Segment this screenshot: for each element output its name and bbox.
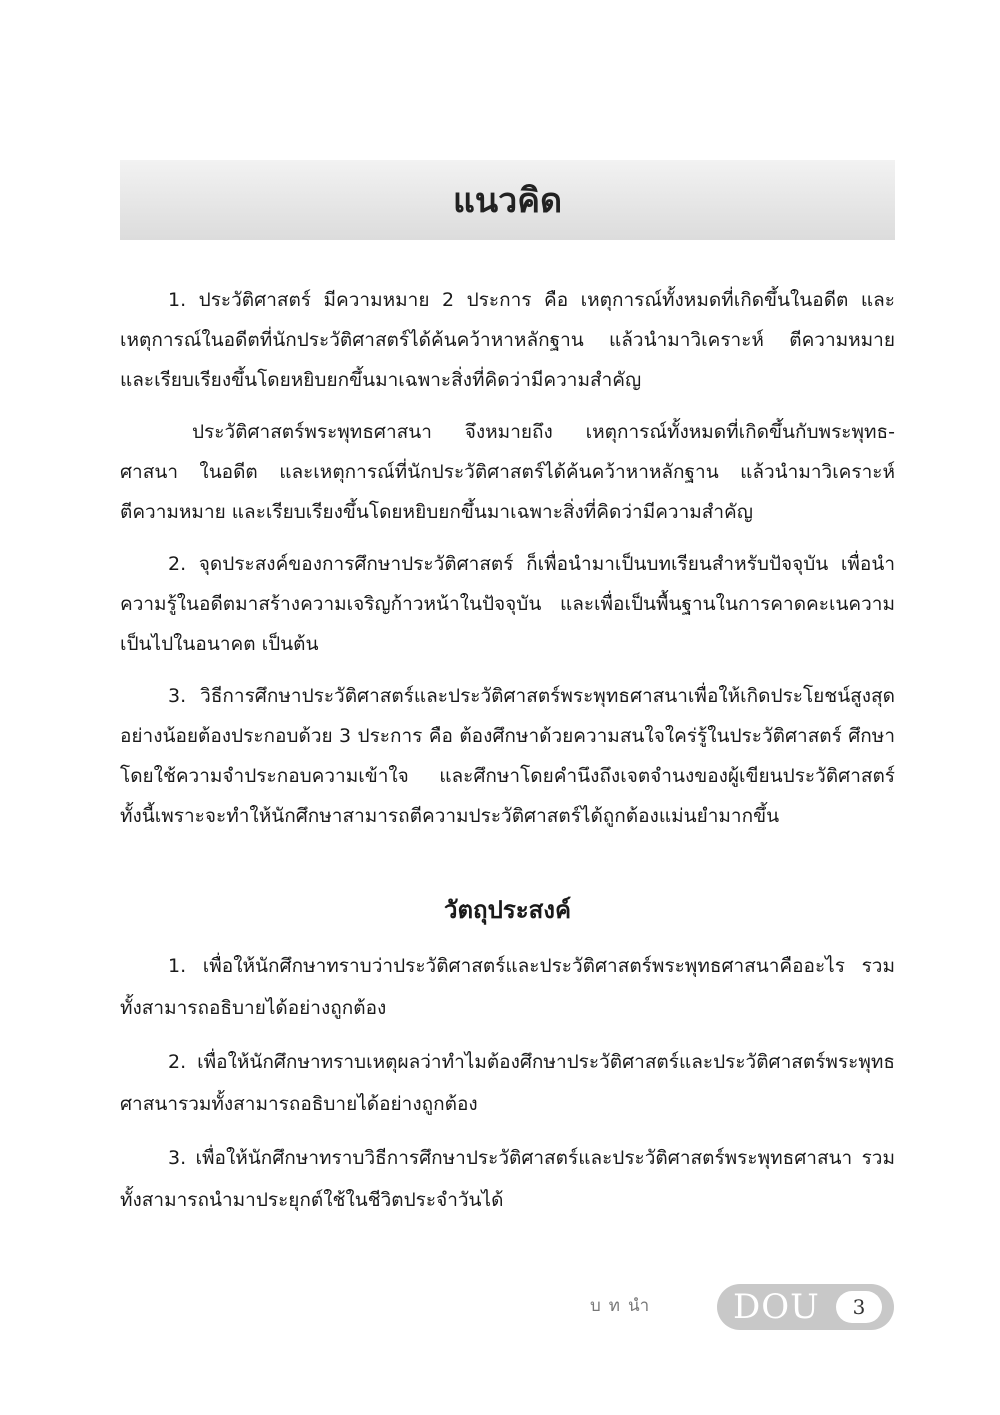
brand-logo: DOU	[733, 1287, 820, 1327]
objective-item: 2. เพื่อให้นักศึกษาทราบเหตุผลว่าทำไมต้องศึกษาประวัติศาสตร์และประวัติศาสตร์พระพุทธศาสนารวมทั้งสามารถอธิบายได้อย่างถูกต้อง	[120, 1051, 895, 1115]
page-badge	[717, 1284, 894, 1330]
concept-paragraph: 1. ประวัติศาสตร์ มีความหมาย 2 ประการ คือ เหตุการณ์ทั้งหมดที่เกิดขึ้นในอดีต และเหตุการณ์ในอดีตที่นักประวัติศาสตร์ได้ค้นคว้าหาหลักฐาน แล้วนำมาวิเคราะห์ ตีความหมาย และเรียบเรียงขึ้นโดยหยิบยกขึ้นมาเฉพาะสิ่งที่คิดว่ามีความสำคัญ	[120, 289, 895, 391]
objective-item: 3. เพื่อให้นักศึกษาทราบวิธีการศึกษาประวัติศาสตร์และประวัติศาสตร์พระพุทธศาสนา รวมทั้งสามารถนำมาประยุกต์ใช้ในชีวิตประจำวันได้	[120, 1147, 895, 1211]
concepts-section	[120, 280, 895, 848]
concept-paragraph: ประวัติศาสตร์พระพุทธศาสนา จึงหมายถึง เหตุการณ์ทั้งหมดที่เกิดขึ้นกับพระพุทธ-ศาสนา ในอดีต และเหตุการณ์ที่นักประวัติศาสตร์ได้ค้นคว้าหาหลักฐาน แล้วนำมาวิเคราะห์ ตีความหมาย และเรียบเรียงขึ้นโดยหยิบยกขึ้นมาเฉพาะสิ่งที่คิดว่ามีความสำคัญ	[120, 421, 895, 523]
objectives-heading: วัตถุประสงค์	[443, 896, 572, 924]
concept-paragraph: 3. วิธีการศึกษาประวัติศาสตร์และประวัติศาสตร์พระพุทธศาสนาเพื่อให้เกิดประโยชน์สูงสุด อย่างน้อยต้องประกอบด้วย 3 ประการ คือ ต้องศึกษาด้วยความสนใจใคร่รู้ในประวัติศาสตร์ ศึกษาโดยใช้ความจำประกอบความเข้าใจ และศึกษาโดยคำนึงถึงเจตจำนงของผู้เขียนประวัติศาสตร์ ทั้งนี้เพราะจะทำให้นักศึกษาสามารถตีความประวัติศาสตร์ได้ถูกต้องแม่นยำมากขึ้น	[120, 685, 895, 827]
header-banner	[120, 160, 895, 240]
objective-item: 1. เพื่อให้นักศึกษาทราบว่าประวัติศาสตร์และประวัติศาสตร์พระพุทธศาสนาคืออะไร รวมทั้งสามารถอธิบายได้อย่างถูกต้อง	[120, 955, 895, 1019]
objectives-section	[120, 945, 895, 1233]
chapter-label: บทนำ	[590, 1296, 658, 1316]
concept-paragraph: 2. จุดประสงค์ของการศึกษาประวัติศาสตร์ ก็เพื่อนำมาเป็นบทเรียนสำหรับปัจจุบัน เพื่อนำความรู้ในอดีตมาสร้างความเจริญก้าวหน้าในปัจจุบัน และเพื่อเป็นพื้นฐานในการคาดคะเนความเป็นไปในอนาคต เป็นต้น	[120, 553, 895, 655]
page-title: แนวคิด	[452, 181, 563, 221]
page-number: 3	[836, 1291, 882, 1323]
